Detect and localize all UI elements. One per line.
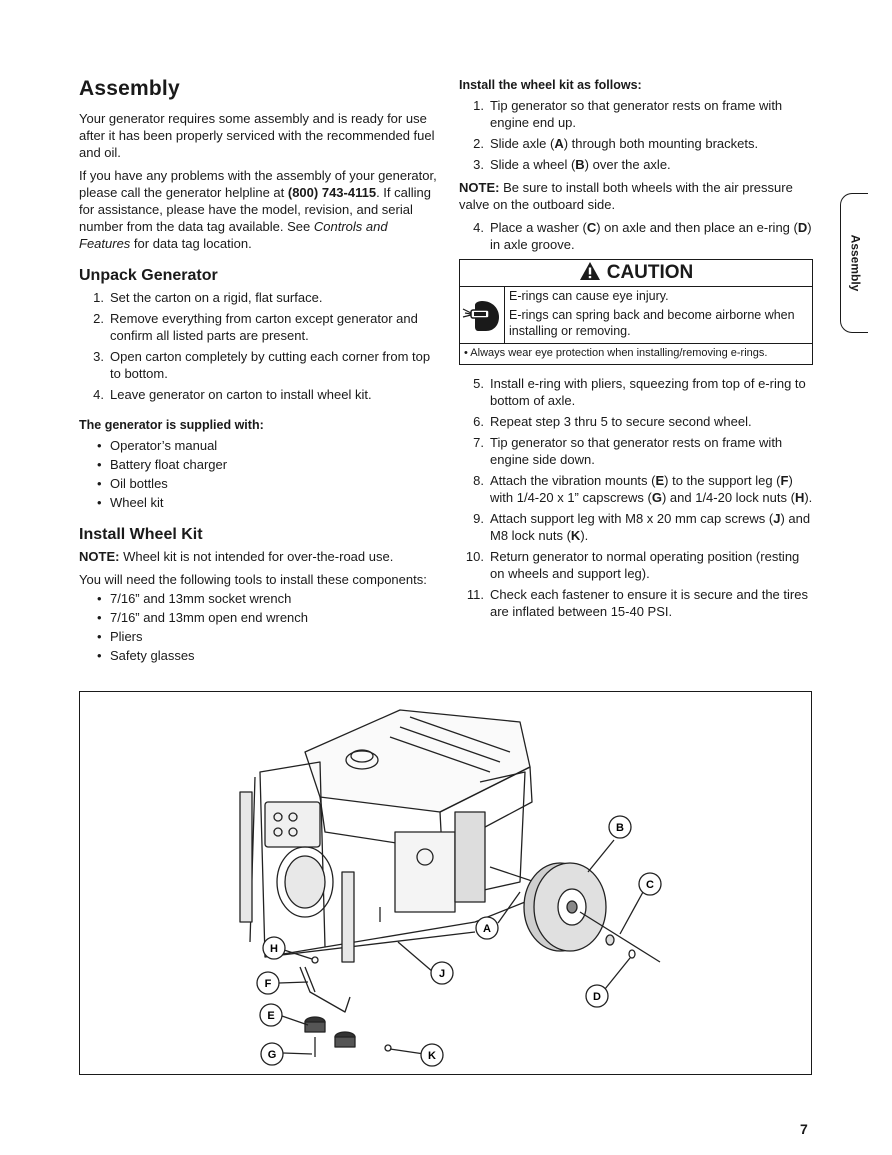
callout-b [609, 816, 631, 838]
list-item: • Safety glasses [79, 647, 439, 664]
install-heading: Install the wheel kit as follows: [459, 78, 642, 92]
callout-j [431, 962, 453, 984]
caution-footer: • Always wear eye protection when installing/removing e-rings. [464, 347, 768, 359]
page-number: 7 [800, 1121, 808, 1137]
callout-d [586, 985, 608, 1007]
svg-text:D: D [593, 991, 601, 1003]
svg-text:J: J [438, 968, 446, 980]
list-item: • Battery float charger [79, 456, 439, 473]
list-item: • Pliers [79, 628, 439, 645]
callout-e [260, 1004, 282, 1026]
warning-triangle-icon [579, 261, 601, 281]
list-item: • 7/16” and 13mm open end wrench [79, 609, 439, 626]
list-item: 1. Tip generator so that generator rests on frame with engine end up. [473, 98, 783, 130]
list-item: 4. Place a washer (C) on axle and then place an e-ring (D) in axle groove. [473, 220, 812, 252]
air-valve-note: NOTE: Be sure to install both wheels with the air pressure valve on the outboard side. [459, 180, 793, 212]
svg-text:K: K [428, 1050, 436, 1062]
callout-g [261, 1043, 283, 1065]
wheel-kit-heading: Install Wheel Kit [79, 526, 203, 543]
list-item: 11. Check each fastener to ensure it is secure and the tires are inflated between 15-40 PSI. [466, 587, 808, 619]
section-side-tab: Assembly [840, 193, 868, 333]
install-step-4 [459, 219, 815, 253]
list-item: 5. Install e-ring with pliers, squeezing from top of e-ring to bottom of axle. [473, 376, 806, 408]
right-column [459, 77, 815, 626]
helpline-phone: (800) 743-4115 [287, 185, 377, 200]
svg-text:A: A [483, 923, 491, 935]
assembly-diagram [79, 691, 812, 1075]
list-item: 9. Attach support leg with M8 x 20 mm cap screws (J) and M8 lock nuts (K). [473, 511, 811, 543]
page-title: Assembly [79, 77, 180, 100]
svg-text:B: B [616, 822, 624, 834]
list-item: 10. Return generator to normal operating position (resting on wheels and support leg). [465, 549, 800, 581]
supplied-heading: The generator is supplied with: [79, 418, 264, 432]
generator-wheel-kit-illustration [80, 692, 810, 1073]
unpack-steps [79, 289, 439, 403]
callout-h [263, 937, 285, 959]
list-item: • Oil bottles [79, 475, 439, 492]
intro-paragraph: Your generator requires some assembly and is ready for use after it has been properly serviced with the recommended fuel and oil. [79, 111, 435, 160]
svg-text:G: G [267, 1049, 277, 1061]
list-item: 6. Repeat step 3 thru 5 to secure second wheel. [473, 414, 752, 429]
wheel-kit-note: NOTE: Wheel kit is not intended for over-the-road use. [79, 549, 394, 564]
install-steps-b [459, 375, 815, 620]
callout-c [639, 873, 661, 895]
helpline-paragraph: If you have any problems with the assembly of your generator, please call the generator helpline at (800) 743-4115. If calling for assistance, please have the model, revision, and serial number from the data tag available. See Controls and Features for data tag location. [79, 168, 437, 251]
callout-f [257, 972, 279, 994]
list-item: 2. Remove everything from carton except generator and confirm all listed parts are present. [93, 311, 418, 343]
svg-text:H: H [270, 943, 278, 955]
list-item: 3. Slide a wheel (B) over the axle. [473, 157, 671, 172]
list-item: • Operator’s manual [79, 437, 439, 454]
list-item: 7. Tip generator so that generator rests on frame with engine side down. [473, 435, 783, 467]
svg-text:E: E [267, 1010, 275, 1022]
supplied-list [79, 437, 439, 511]
safety-goggles-icon [460, 287, 505, 343]
install-steps-a [459, 97, 815, 173]
tools-list [79, 590, 439, 664]
list-item: 3. Open carton completely by cutting each corner from top to bottom. [93, 349, 431, 381]
list-item: 1. Set the carton on a rigid, flat surface. [93, 290, 323, 305]
list-item: • 7/16” and 13mm socket wrench [79, 590, 439, 607]
list-item: 4. Leave generator on carton to install wheel kit. [93, 387, 372, 402]
caution-box [459, 259, 813, 365]
caution-line-2: E-rings can spring back and become airborne when installing or removing. [509, 308, 795, 338]
tools-intro: You will need the following tools to install these components: [79, 572, 427, 587]
callout-a [476, 917, 498, 939]
callout-k [421, 1044, 443, 1066]
list-item: 8. Attach the vibration mounts (E) to the support leg (F) with 1/4-20 x 1” capscrews (G) and 1/4-20 lock nuts (H). [473, 473, 813, 505]
caution-line-1: E-rings can cause eye injury. [509, 289, 669, 303]
list-item: 2. Slide axle (A) through both mounting brackets. [473, 136, 759, 151]
list-item: • Wheel kit [79, 494, 439, 511]
controls-features-ref: Controls and Features [79, 219, 388, 251]
caution-header: CAUTION [460, 260, 812, 287]
unpack-heading: Unpack Generator [79, 267, 218, 284]
left-column [79, 76, 439, 670]
svg-text:C: C [646, 879, 654, 891]
svg-text:F: F [264, 978, 272, 990]
